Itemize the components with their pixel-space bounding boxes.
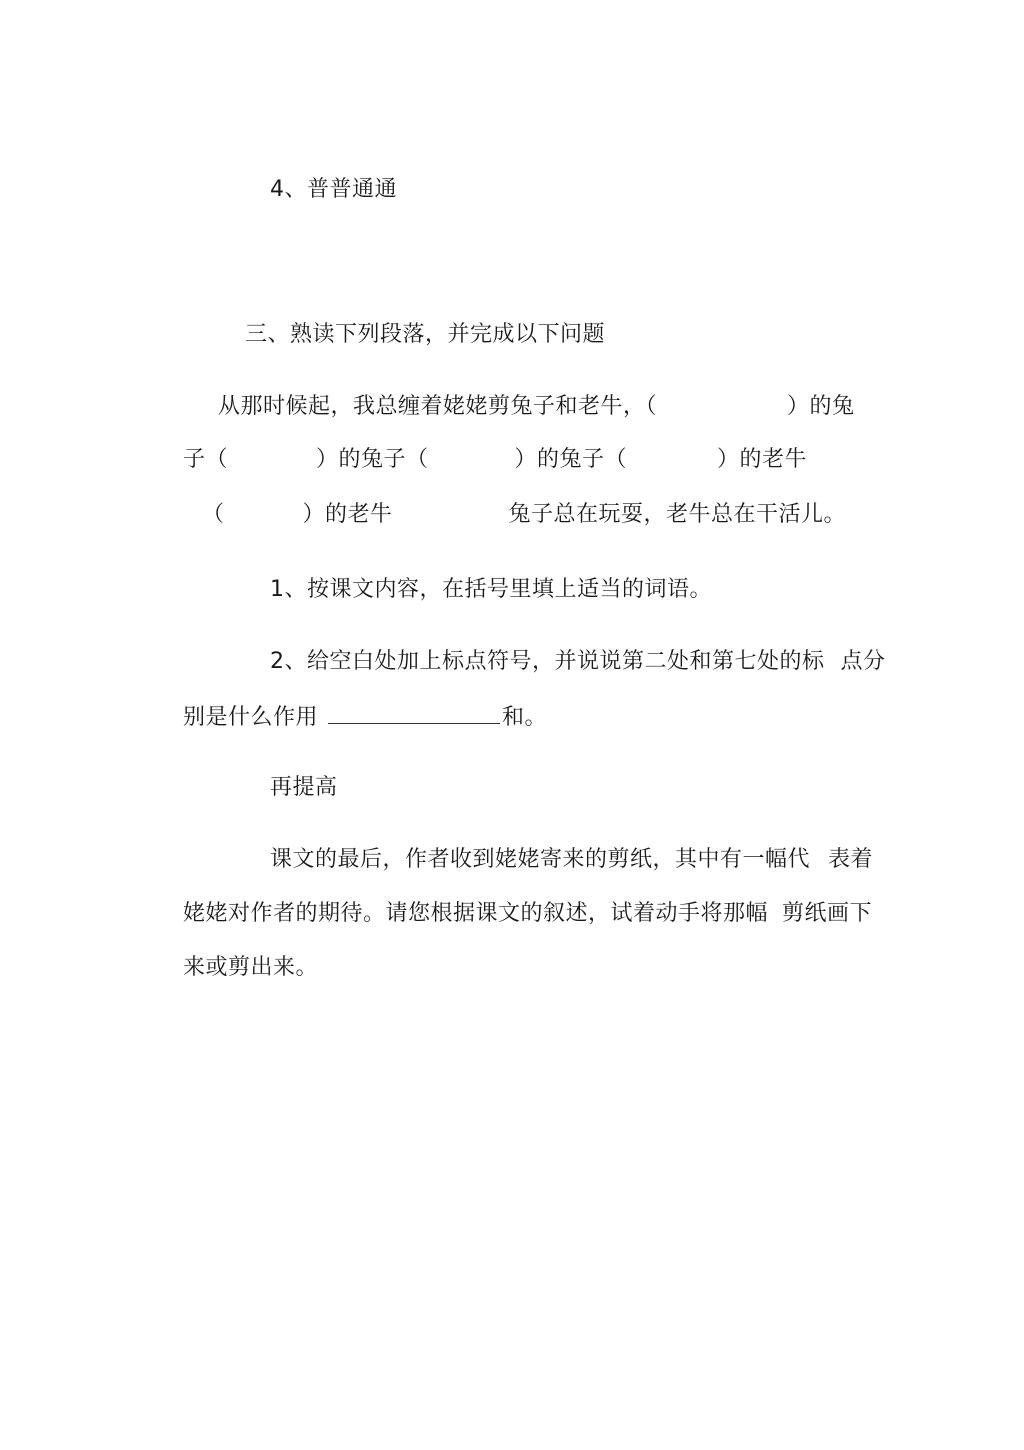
- passage-line-3-c: 兔子总在玩耍，老牛总在干活儿。: [508, 502, 847, 527]
- passage-line-2-d: ）的老牛: [717, 447, 808, 472]
- advanced-line-2-b: 剪纸画下: [782, 901, 873, 926]
- answer-blank[interactable]: [328, 701, 500, 724]
- advanced-line-1-b: 表着: [828, 847, 874, 872]
- passage-line-1-b: ）的兔: [787, 394, 855, 419]
- advanced-line-2-a: 姥姥对作者的期待。请您根据课文的叙述，试着动手将那幅: [182, 901, 768, 926]
- question-2-line-2: [153, 671, 547, 763]
- passage-line-3-b: ）的老牛: [302, 502, 393, 527]
- passage-line-2-a: 子（: [182, 447, 228, 472]
- question-1-text: 、按课文内容，在括号里填上适当的词语。: [284, 577, 712, 602]
- question-2-text-d: 和。: [502, 705, 548, 730]
- advanced-line-1-a: 课文的最后，作者收到姥姥寄来的剪纸，其中有一幅代: [269, 847, 810, 872]
- question-2-text-a: 、给空白处加上标点符号，并说说第二处和第七处的标: [284, 649, 825, 674]
- item-4-text: 、普普通通: [284, 177, 397, 202]
- item-4: [240, 145, 397, 235]
- section-3-heading-text: 三、熟读下列段落，并完成以下问题: [244, 322, 605, 347]
- question-2-text-c: 别是什么作用: [182, 705, 318, 730]
- passage-line-2-b: ）的兔子（: [316, 447, 429, 472]
- passage-line-1-a: 从那时候起，我总缠着姥姥剪兔子和老牛，（: [217, 394, 657, 419]
- question-2-text-b: 点分: [840, 649, 886, 674]
- advanced-heading-text: 再提高: [269, 775, 338, 800]
- question-2-number: 2: [269, 649, 285, 674]
- advanced-line-3: [153, 923, 318, 1013]
- item-4-number: 4: [269, 177, 285, 202]
- passage-line-2-c: ）的兔子（: [514, 447, 628, 472]
- passage-line-3-a: （: [201, 502, 225, 527]
- question-1-number: 1: [269, 577, 285, 602]
- advanced-line-3-text: 来或剪出来。: [182, 955, 318, 980]
